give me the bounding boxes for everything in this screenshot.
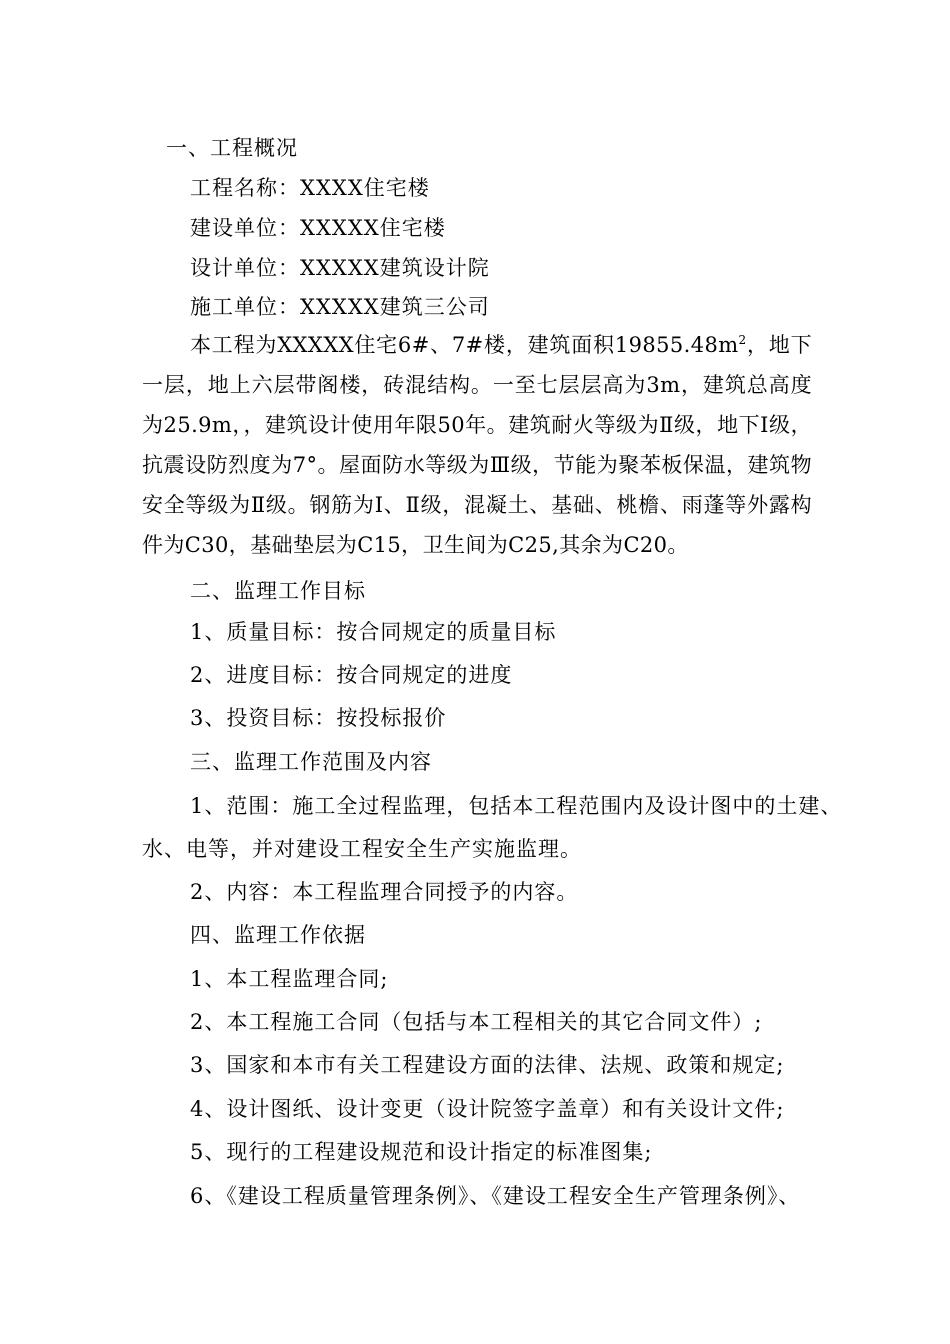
goal-item: 1、质量目标：按合同规定的质量目标 <box>190 620 557 644</box>
builder-value: XXXXX住宅楼 <box>300 216 446 240</box>
basis-item: 6、《建设工程质量管理条例》、《建设工程安全生产管理条例》、 <box>190 1184 801 1208</box>
project-name-line <box>190 173 430 203</box>
basis-item: 4、设计图纸、设计变更（设计院签字盖章）和有关设计文件; <box>190 1097 785 1121</box>
basis-item: 3、国家和本市有关工程建设方面的法律、法规、政策和规定; <box>190 1053 785 1077</box>
description-part2: ，地下一层，地上六层带阁楼，砖混结构。一至七层层高为3m，建筑总高度为25.9m，，建筑设计使用年限50年。建筑耐火等级为Ⅱ级，地下Ⅰ级，抗震设防烈度为7°。屋面防水等级为Ⅲ级，节能为聚苯板保温，建筑物安全等级为Ⅱ级。钢筋为Ⅰ、Ⅱ级，混凝土、基础、桃檐、雨蓬等外露构件为C30，基础垫层为C15，卫生间为C25,其余为C20。 <box>142 333 812 557</box>
project-name-label: 工程名称： <box>190 176 300 200</box>
designer-value: XXXXX建筑设计院 <box>300 256 490 280</box>
scope-range-line2: 水、电等，并对建设工程安全生产实施监理。 <box>142 837 582 861</box>
goal-item: 2、进度目标：按合同规定的进度 <box>190 663 513 687</box>
contractor-value: XXXXX建筑三公司 <box>300 295 490 319</box>
section-heading-basis: 四、监理工作依据 <box>190 923 366 947</box>
project-description <box>142 325 812 565</box>
contractor-line <box>190 292 490 322</box>
contractor-label: 施工单位： <box>190 295 300 319</box>
builder-line <box>190 213 446 243</box>
scope-range-line1: 1、范围：施工全过程监理，包括本工程范围内及设计图中的土建、 <box>190 794 843 818</box>
project-name-value: XXXX住宅楼 <box>300 176 430 200</box>
section-heading-scope: 三、监理工作范围及内容 <box>190 750 432 774</box>
basis-item: 2、本工程施工合同（包括与本工程相关的其它合同文件）; <box>190 1010 763 1034</box>
section-heading-overview: 一、工程概况 <box>166 136 298 160</box>
scope-content: 2、内容：本工程监理合同授予的内容。 <box>190 880 579 904</box>
designer-label: 设计单位： <box>190 256 300 280</box>
basis-item: 5、现行的工程建设规范和设计指定的标准图集; <box>190 1140 653 1164</box>
basis-item: 1、本工程监理合同; <box>190 967 389 991</box>
designer-line <box>190 253 490 283</box>
builder-label: 建设单位： <box>190 216 300 240</box>
goal-item: 3、投资目标：按投标报价 <box>190 706 447 730</box>
description-part1: 本工程为XXXXX住宅6#、7#楼，建筑面积19855.48m <box>190 333 739 357</box>
description-superscript: 2 <box>738 333 747 347</box>
section-heading-goals: 二、监理工作目标 <box>190 579 366 603</box>
